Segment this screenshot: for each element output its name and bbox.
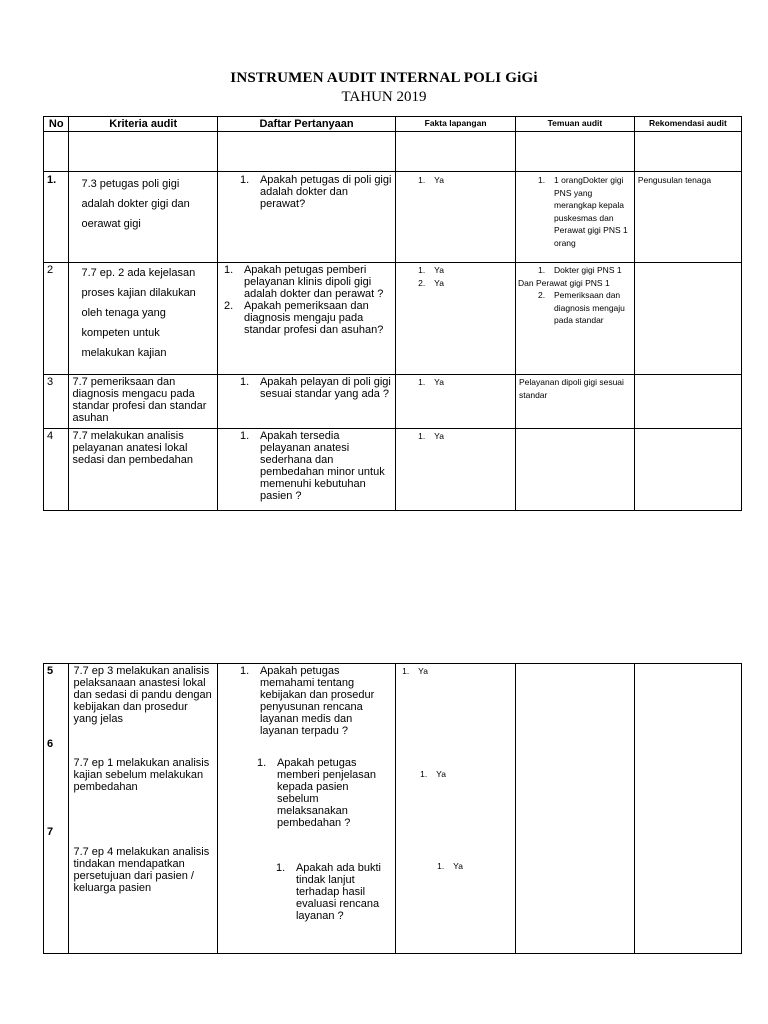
fakta-item: 1. Ya [418, 265, 444, 275]
kriteria-cell: 7.7 pemeriksaan dan diagnosis mengacu pada standar profesi dan standar asuhan [69, 375, 218, 429]
document-title: INSTRUMEN AUDIT INTERNAL POLI GiGi [230, 70, 538, 86]
fakta-cell [396, 263, 516, 375]
fakta-cell [396, 172, 516, 263]
empty-cell [634, 132, 741, 172]
kriteria-item: 7.7 ep 4 melakukan analisis tindakan mendapatkan persetujuan dari pasien / keluarga pasien [73, 846, 210, 894]
empty-cell [69, 132, 218, 172]
empty-cell [516, 132, 635, 172]
empty-cell [396, 132, 516, 172]
pertanyaan-cell [217, 375, 395, 429]
temuan-cell [516, 429, 635, 511]
question-item: 1. Apakah petugas memberi penjelasan kepada pasien sebelum melaksanakan pembedahan ? [256, 757, 377, 829]
header-rekomendasi: Rekomendasi audit [634, 117, 741, 132]
row-number: 2 [44, 263, 69, 375]
document-subtitle: TAHUN 2019 [341, 89, 427, 105]
header-temuan: Temuan audit [516, 117, 635, 132]
kriteria-cell: 7.7 melakukan analisis pelayanan anatesi lokal sedasi dan pembedahan [69, 429, 218, 511]
empty-row [44, 132, 742, 172]
fakta-item: 2. Ya [418, 277, 444, 288]
rekomendasi-cell [634, 375, 741, 429]
table-row [44, 172, 742, 263]
fakta-item: 1. Ya [402, 666, 428, 676]
fakta-cell [396, 664, 516, 954]
pertanyaan-cell [217, 429, 395, 511]
table-row [44, 429, 742, 511]
question-item: 2. Apakah pemeriksaan dan diagnosis mengaju pada standar profesi dan asuhan? [223, 300, 384, 336]
temuan-item: 1. Dokter gigi PNS 1 [538, 265, 622, 275]
row-number: 6 [47, 738, 54, 750]
question-item: 1. Apakah tersedia pelayanan anatesi sederhana dan pembedahan minor untuk memenuhi kebutuhan pasien ? [239, 430, 385, 502]
header-no: No [44, 117, 69, 132]
table-row [44, 375, 742, 429]
fakta-item: 1. Ya [437, 861, 463, 871]
header-kriteria: Kriteria audit [69, 117, 218, 132]
row-number: 7 [47, 826, 54, 838]
rekomendasi-cell [634, 429, 741, 511]
pertanyaan-cell [217, 263, 395, 375]
question-item: 1. Apakah pelayan di poli gigi sesuai standar yang ada ? [239, 376, 391, 400]
empty-cell [44, 132, 69, 172]
row-number: 3 [44, 375, 69, 429]
temuan-cell: Pelayanan dipoli gigi sesuai standar [516, 375, 635, 429]
kriteria-item: 7.7 ep 1 melakukan analisis kajian sebelum melakukan pembedahan [73, 757, 210, 793]
fakta-item: 1. Ya [418, 377, 444, 387]
audit-table [43, 116, 742, 511]
rekomendasi-cell [634, 664, 741, 954]
rekomendasi-cell: Pengusulan tenaga [634, 172, 741, 263]
temuan-cell [516, 172, 635, 263]
question-item: 1. Apakah petugas pemberi pelayanan klinis dipoli gigi adalah dokter dan perawat ? [223, 264, 384, 300]
rekomendasi-cell [634, 263, 741, 375]
pertanyaan-cell [217, 172, 395, 263]
row-number: 4 [44, 429, 69, 511]
audit-table-continuation [43, 663, 742, 954]
temuan-item: 2. Pemeriksaan dan diagnosis mengaju pada standar [538, 290, 625, 325]
temuan-item: 1. 1 orangDokter gigi PNS yang merangkap kepala puskesmas dan Perawat gigi PNS 1 orang [538, 175, 628, 248]
header-row [44, 117, 742, 132]
row-number: 1. [44, 172, 69, 263]
question-item: 1. Apakah petugas memahami tentang kebijakan dan prosedur penyusunan rencana layanan medis dan layanan terpadu ? [239, 665, 375, 737]
kriteria-cell: 7.3 petugas poli gigi adalah dokter gigi dan oerawat gigi [69, 172, 218, 263]
question-item: 1. Apakah ada bukti tindak lanjut terhadap hasil evaluasi rencana layanan ? [275, 862, 381, 922]
fakta-item: 1. Ya [420, 769, 446, 779]
fakta-cell [396, 429, 516, 511]
temuan-cell [516, 263, 635, 375]
question-item: 1. Apakah petugas di poli gigi adalah dokter dan perawat? [239, 174, 392, 210]
header-fakta: Fakta lapangan [396, 117, 516, 132]
empty-cell [217, 132, 395, 172]
pertanyaan-cell [217, 664, 395, 954]
temuan-cell [516, 664, 635, 954]
kriteria-item: 7.7 ep 3 melakukan analisis pelaksanaan anastesi lokal dan sedasi di pandu dengan kebijakan dan prosedur yang jelas [73, 665, 212, 725]
header-daftar-pertanyaan: Daftar Pertanyaan [217, 117, 395, 132]
table-row [44, 664, 742, 954]
kriteria-cell: 7.7 ep. 2 ada kejelasan proses kajian dilakukan oleh tenaga yang kompeten untuk melakukan kajian [69, 263, 218, 375]
fakta-cell [396, 375, 516, 429]
row-number: 5 [47, 665, 54, 677]
row-number-cell [44, 664, 69, 954]
fakta-item: 1. Ya [418, 175, 444, 185]
temuan-line: Dan Perawat gigi PNS 1 [518, 277, 610, 288]
table-row [44, 263, 742, 375]
fakta-item: 1. Ya [418, 431, 444, 441]
kriteria-cell [69, 664, 218, 954]
